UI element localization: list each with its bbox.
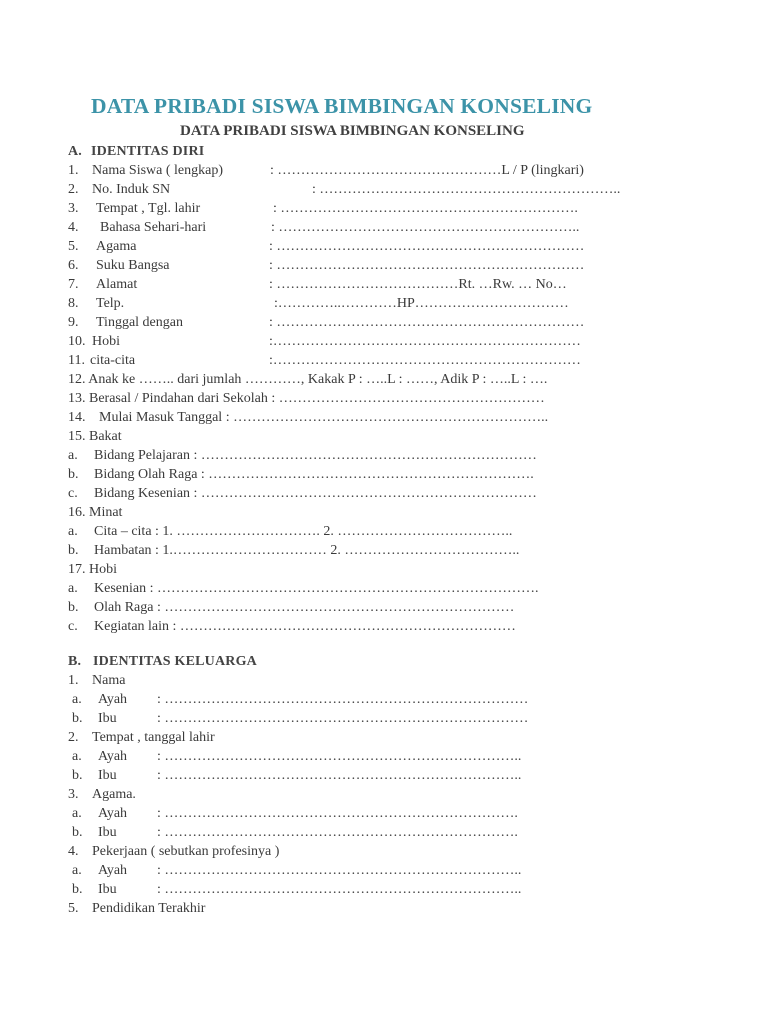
- item-letter: b.: [68, 543, 79, 558]
- hobi-item: [0, 598, 700, 617]
- row-number: 3.: [68, 787, 79, 802]
- family-row: [0, 747, 700, 766]
- field-input[interactable]: :…………..…………HP……………………………: [274, 296, 569, 311]
- row-number: 14.: [68, 410, 86, 425]
- item-letter: b.: [68, 600, 79, 615]
- row-number: 1.: [68, 673, 79, 688]
- field-input[interactable]: Kegiatan lain : ………………………………………………………………: [94, 619, 516, 634]
- item-letter: a.: [68, 581, 78, 596]
- row-number: 1.: [68, 163, 79, 178]
- field-label: Ayah: [98, 692, 128, 707]
- group-title: Pekerjaan ( sebutkan profesinya ): [92, 844, 280, 859]
- item-letter: a.: [72, 806, 82, 821]
- field-label: Tempat , Tgl. lahir: [96, 201, 201, 216]
- field-input[interactable]: Olah Raga : …………………………………………………………………: [94, 600, 515, 615]
- hobi-item: [0, 579, 700, 598]
- row-number: 8.: [68, 296, 79, 311]
- row-number: 5.: [68, 239, 79, 254]
- field-input[interactable]: Cita – cita : 1. …………………………. 2. ………………………………..: [94, 524, 513, 539]
- field-label: cita-cita: [90, 353, 136, 368]
- family-row: [0, 880, 700, 899]
- item-letter: b.: [68, 467, 79, 482]
- item-letter: c.: [68, 486, 78, 501]
- field-input[interactable]: Bidang Olah Raga : …………………………………………………………….: [94, 467, 534, 482]
- row-number: 2.: [68, 730, 79, 745]
- section-letter: A.: [68, 144, 83, 159]
- row-number: 5.: [68, 901, 79, 916]
- group-title: Tempat , tanggal lahir: [92, 730, 215, 745]
- field-input[interactable]: : ……………………………………………………………………: [157, 711, 529, 726]
- item-letter: a.: [68, 524, 78, 539]
- field-input[interactable]: Hambatan : 1.…………………………… 2. ………………………………..: [94, 543, 520, 558]
- family-group-title: [0, 899, 700, 918]
- family-group-title: [0, 671, 700, 690]
- identity-row: [0, 313, 700, 332]
- row-number: 9.: [68, 315, 79, 330]
- family-group-title: [0, 842, 700, 861]
- row-number: 11.: [68, 353, 85, 368]
- item-letter: b.: [72, 711, 83, 726]
- row-number: 3.: [68, 201, 79, 216]
- field-label: Bahasa Sehari-hari: [100, 220, 207, 235]
- group-title: 16. Minat: [68, 505, 123, 520]
- section-letter: B.: [68, 654, 82, 669]
- item-letter: a.: [72, 863, 82, 878]
- page-subtitle: DATA PRIBADI SISWA BIMBINGAN KONSELING: [180, 123, 525, 139]
- family-row: [0, 709, 700, 728]
- field-input[interactable]: Bidang Pelajaran : ………………………………………………………………: [94, 448, 537, 463]
- row-number: 4.: [68, 844, 79, 859]
- bakat-item: [0, 484, 700, 503]
- identity-row: [0, 180, 700, 199]
- field-label: Ayah: [98, 749, 128, 764]
- section-heading: IDENTITAS DIRI: [91, 144, 205, 159]
- family-row: [0, 823, 700, 842]
- family-row: [0, 766, 700, 785]
- field-input[interactable]: : …………………………………………L / P (lingkari): [270, 163, 584, 178]
- field-label: Ibu: [98, 825, 117, 840]
- field-input[interactable]: Bidang Kesenian : ………………………………………………………………: [94, 486, 537, 501]
- page-title: DATA PRIBADI SISWA BIMBINGAN KONSELING: [91, 94, 593, 118]
- field-input[interactable]: : ………………………………………………………………….: [157, 825, 518, 840]
- field-label: Hobi: [92, 334, 120, 349]
- identity-row: [0, 275, 700, 294]
- identity-row: [0, 256, 700, 275]
- item-letter: a.: [72, 749, 82, 764]
- field-label: Nama Siswa ( lengkap): [92, 163, 224, 178]
- identity-row: [0, 161, 700, 180]
- field-label: Telp.: [96, 296, 125, 311]
- field-label: Ibu: [98, 711, 117, 726]
- identity-row: [0, 351, 700, 370]
- field-label: Suku Bangsa: [96, 258, 170, 273]
- field-input[interactable]: : …………………………………………………………………..: [157, 863, 522, 878]
- group-title: Nama: [92, 673, 126, 688]
- section-a-heading: [0, 142, 700, 161]
- item-letter: c.: [68, 619, 78, 634]
- field-input[interactable]: : …………………………………Rt. …Rw. … No…: [269, 277, 567, 292]
- bakat-item: [0, 446, 700, 465]
- field-input[interactable]: : ………………………………………………………..: [271, 220, 580, 235]
- section-b-heading: [0, 652, 700, 671]
- field-input[interactable]: : …………………………………………………………: [269, 258, 585, 273]
- family-group-title: [0, 728, 700, 747]
- family-group-title: [0, 785, 700, 804]
- field-label: Alamat: [96, 277, 138, 292]
- field-input[interactable]: 13. Berasal / Pindahan dari Sekolah : …………………………………………………: [68, 391, 545, 406]
- field-input[interactable]: : …………………………………………………………………..: [157, 882, 522, 897]
- field-input[interactable]: : …………………………………………………………………..: [157, 768, 522, 783]
- field-input[interactable]: : …………………………………………………………: [269, 315, 585, 330]
- hobi-title: [0, 560, 700, 579]
- section-heading: IDENTITAS KELUARGA: [93, 654, 257, 669]
- field-label: Ibu: [98, 882, 117, 897]
- item-letter: b.: [72, 825, 83, 840]
- field-input[interactable]: :…………………………………………………………: [269, 353, 581, 368]
- field-input[interactable]: :…………………………………………………………: [269, 334, 581, 349]
- row-number: 2.: [68, 182, 79, 197]
- identity-row: [0, 389, 700, 408]
- identity-row: [0, 218, 700, 237]
- field-input[interactable]: : …………………………………………………………………..: [157, 749, 522, 764]
- field-input[interactable]: : ………………………………………………………………….: [157, 806, 518, 821]
- field-label: Ibu: [98, 768, 117, 783]
- field-input[interactable]: Mulai Masuk Tanggal : …………………………………………………………..: [99, 410, 549, 425]
- field-label: Ayah: [98, 863, 128, 878]
- group-title: Agama.: [92, 787, 136, 802]
- field-label: No. Induk SN: [92, 182, 171, 197]
- family-row: [0, 861, 700, 880]
- family-row: [0, 804, 700, 823]
- identity-row: [0, 294, 700, 313]
- item-letter: a.: [72, 692, 82, 707]
- identity-row: [0, 237, 700, 256]
- item-letter: a.: [68, 448, 78, 463]
- row-number: 6.: [68, 258, 79, 273]
- row-number: 10.: [68, 334, 86, 349]
- minat-item: [0, 522, 700, 541]
- field-input[interactable]: : ………………………………………………………..: [312, 182, 621, 197]
- identity-row: [0, 370, 700, 389]
- identity-row: [0, 199, 700, 218]
- group-title: 17. Hobi: [68, 562, 117, 577]
- identity-row: [0, 332, 700, 351]
- item-letter: b.: [72, 882, 83, 897]
- field-label: Ayah: [98, 806, 128, 821]
- hobi-item: [0, 617, 700, 636]
- field-label: Agama: [96, 239, 137, 254]
- row-number: 4.: [68, 220, 79, 235]
- field-input[interactable]: : ……………………………………………………………………: [157, 692, 529, 707]
- family-row: [0, 690, 700, 709]
- minat-item: [0, 541, 700, 560]
- field-input[interactable]: Kesenian : ……………………………………………………………………….: [94, 581, 539, 596]
- field-input[interactable]: : ……………………………………………………….: [273, 201, 578, 216]
- group-title: Pendidikan Terakhir: [92, 901, 206, 916]
- identity-row: [0, 408, 700, 427]
- bakat-item: [0, 465, 700, 484]
- item-letter: b.: [72, 768, 83, 783]
- row-number: 7.: [68, 277, 79, 292]
- group-title: 15. Bakat: [68, 429, 122, 444]
- bakat-title: [0, 427, 700, 446]
- field-input[interactable]: 12. Anak ke …….. dari jumlah …………, Kakak P : …..L : ……, Adik P : …..L : ….: [68, 372, 548, 387]
- field-label: Tinggal dengan: [96, 315, 183, 330]
- minat-title: [0, 503, 700, 522]
- field-input[interactable]: : …………………………………………………………: [269, 239, 585, 254]
